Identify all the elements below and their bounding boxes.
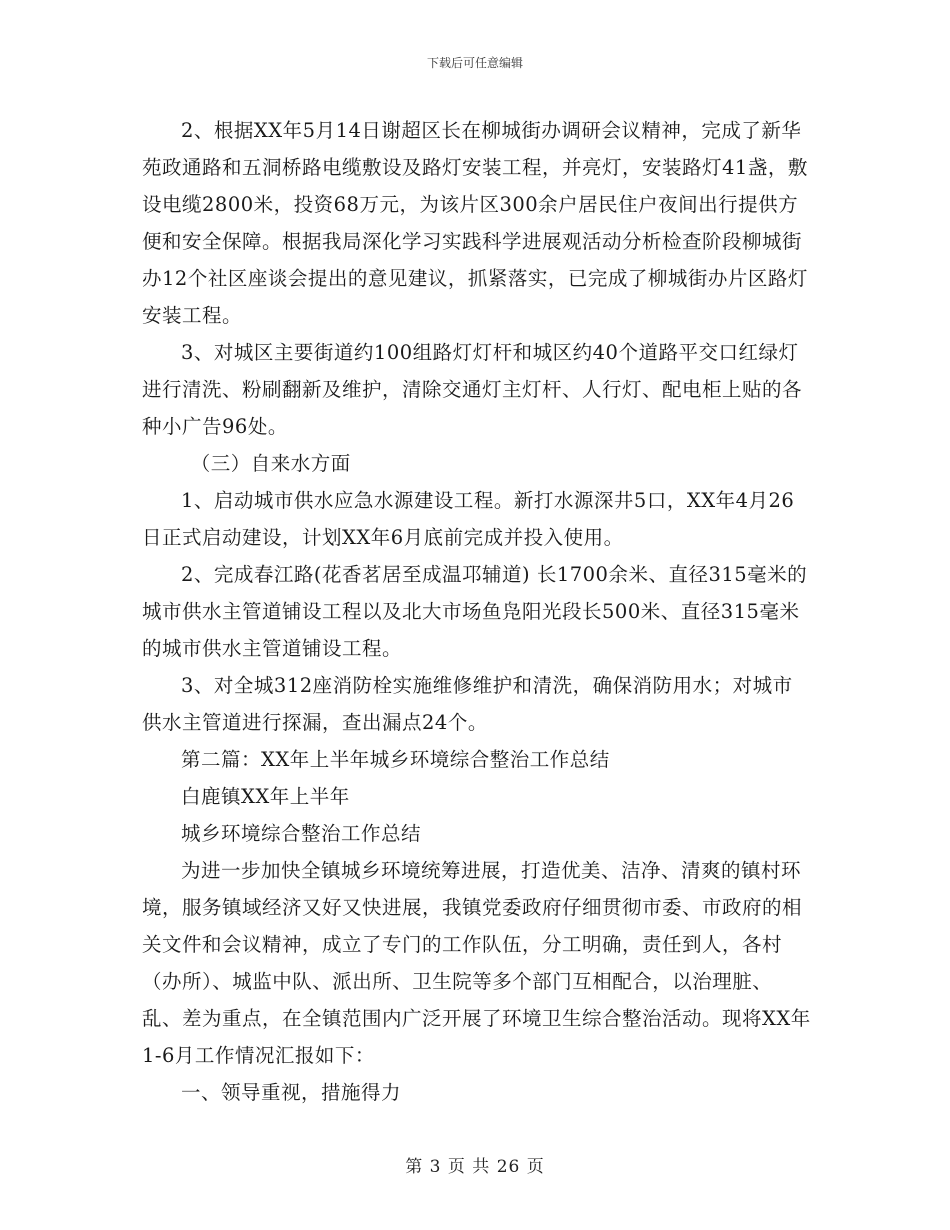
chapter-title: 第二篇：XX年上半年城乡环境综合整治工作总结: [181, 748, 610, 771]
paragraph-introduction: 为进一步加快全镇城乡环境统筹进展，打造优美、洁净、清爽的镇村环境，服务镇域经济又好又快进展，我镇党委政府仔细贯彻市委、市政府的相关文件和会议精神，成立了专门的工作队伍，分工明确，责任到人，各村（办所）、城监中队、派出所、卫生院等多个部门互相配合，以治理脏、乱、差为重点，在全镇范围内广泛开展了环境卫生综合整治活动。现将XX年1-6月工作情况汇报如下：: [142, 859, 811, 1067]
paragraph-street-maintenance: 3、对城区主要街道约100组路灯灯杆和城区约40个道路平交口红绿灯进行清洗、粉刷翻新及维护，清除交通灯主灯杆、人行灯、配电柜上贴的各种小广告96处。: [142, 341, 803, 438]
report-title-line-2: 城乡环境综合整治工作总结: [181, 822, 422, 845]
header-note: 下载后可任意编辑: [426, 56, 523, 70]
paragraph-fire-hydrant: 3、对全城312座消防栓实施维修维护和清洗，确保消防用水；对城市供水主管道进行探漏，查出漏点24个。: [142, 674, 793, 734]
paragraph-pipeline-laying: 2、完成春江路(花香茗居至成温邛辅道) 长1700余米、直径315毫米的城市供水主管道铺设工程以及北大市场鱼凫阳光段长500米、直径315毫米的城市供水主管道铺设工程。: [142, 563, 808, 660]
page-number: 第 3 页 共 26 页: [405, 1157, 545, 1177]
section-heading-leadership: 一、领导重视，措施得力: [181, 1081, 402, 1104]
paragraph-road-lighting: 2、根据XX年5月14日谢超区长在柳城街办调研会议精神，完成了新华苑政通路和五洞桥路电缆敷设及路灯安装工程，并亮灯，安装路灯41盏，敷设电缆2800米，投资68万元，为该片区300余户居民住户夜间出行提供方便和安全保障。根据我局深化学习实践科学进展观活动分析检查阶段柳城街办12个社区座谈会提出的意见建议，抓紧落实，已完成了柳城街办片区路灯安装工程。: [142, 119, 808, 327]
report-title-line-1: 白鹿镇XX年上半年: [181, 785, 350, 808]
paragraph-emergency-water: 1、启动城市供水应急水源建设工程。新打水源深井5口，XX年4月26日正式启动建设，计划XX年6月底前完成并投入使用。: [142, 489, 795, 549]
document-body: [142, 112, 812, 1111]
section-heading-water-supply: （三）自来水方面: [190, 452, 351, 475]
